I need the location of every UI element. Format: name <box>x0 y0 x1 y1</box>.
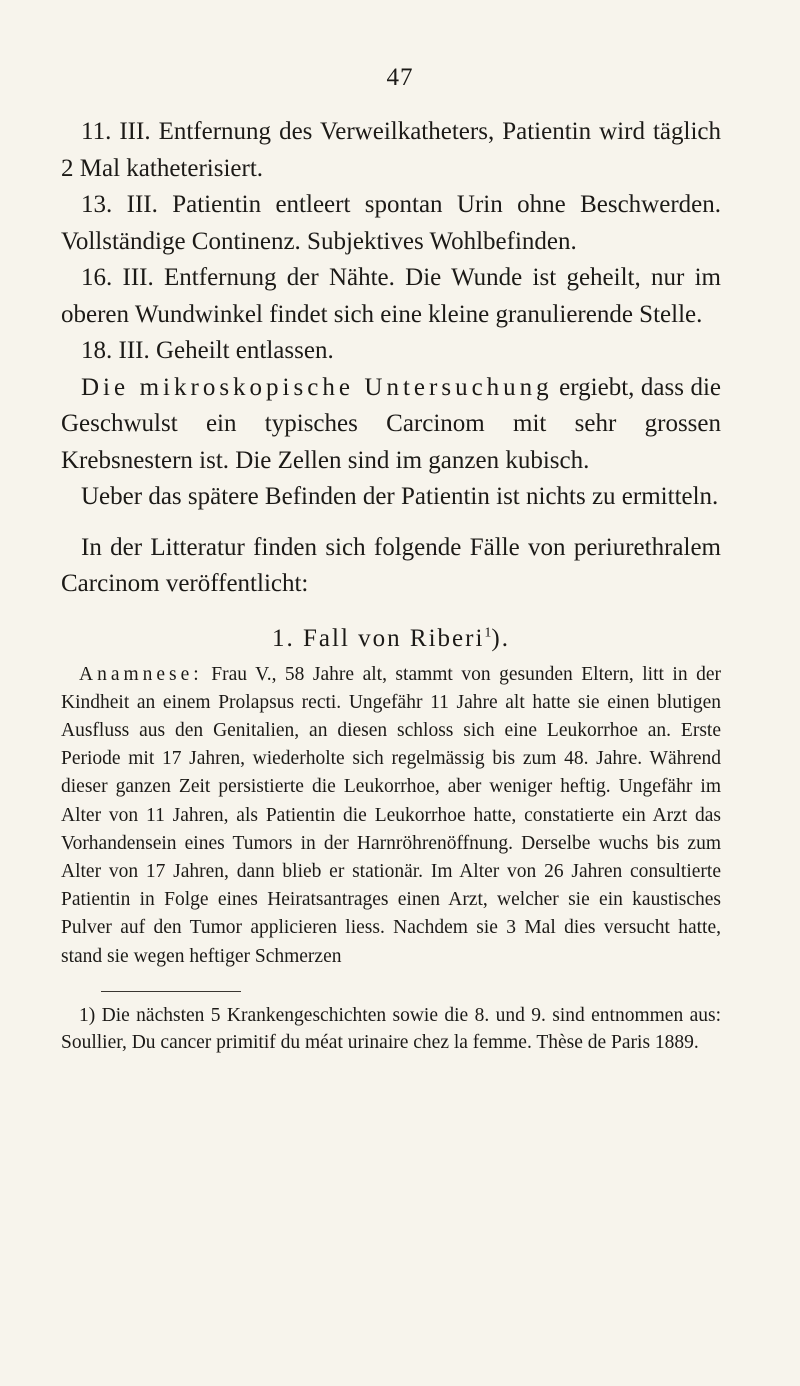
microscopy-term: Die mikroskopische Untersuchung <box>81 373 553 401</box>
case-heading-label: 1. Fall von Riberi <box>272 624 485 652</box>
case-heading-suffix: ). <box>491 624 510 652</box>
anamnesis-paragraph <box>61 661 721 971</box>
case-heading <box>61 625 721 653</box>
page-number: 47 <box>386 64 414 91</box>
anamnesis-text: Frau V., 58 Jahre alt, stammt von gesunden Eltern, litt in der Kindheit an einem Prolapsus recti. Ungefähr 11 Jahre alt hatte sie einen blutigen Ausfluss aus den Genitalien, an diesen schloss sich eine Leukorrhoe an. Erste Periode mit 17 Jahren, wiederholte sich regelmässig bis zum 48. Jahre. Während dieser ganzen Zeit persistierte die Leukorrhoe, aber weniger heftig. Ungefähr im Alter von 11 Jahren, als Patientin die Leukorrhoe hatte, constatierte ein Arzt das Vorhandensein eines Tumors in der Harnröhrenöffnung. Derselbe wuchs bis zum Alter von 17 Jahren, dann blieb er stationär. Im Alter von 26 Jahren consultierte Patientin in Folge eines Heiratsantrages einen Arzt, welcher sie ein kaustisches Pulver auf den Tumor applicieren liess. Nachdem sie 3 Mal dies versucht hatte, stand sie wegen heftiger Schmerzen <box>61 663 721 967</box>
literature-intro: In der Litteratur finden sich folgende Fälle von periurethralem Carcinom veröffentlicht: <box>61 533 721 597</box>
footnote: 1) Die nächsten 5 Krankengeschichten sowie die 8. und 9. sind entnommen aus: Soullier, Du cancer primitif du méat urinaire chez la femme. Thèse de Paris 1889. <box>61 1004 721 1054</box>
entry-paragraph: 13. III. Patientin entleert spontan Urin ohne Beschwerden. Vollständige Continenz. Subjektives Wohlbefinden. <box>61 191 721 255</box>
entry-paragraph: 18. III. Geheilt entlassen. <box>81 337 334 364</box>
entry-paragraph: 16. III. Entfernung der Nähte. Die Wunde ist geheilt, nur im oberen Wundwinkel findet sich eine kleine granulierende Stelle. <box>61 264 721 328</box>
footnote-mark: 1 <box>484 625 492 641</box>
followup-paragraph: Ueber das spätere Befinden der Patientin ist nichts zu ermitteln. <box>81 483 719 510</box>
main-text <box>61 114 721 1057</box>
footnote-divider <box>101 991 241 992</box>
anamnesis-term: Anamnese: <box>79 663 203 685</box>
microscopy-text: ergiebt, dass die Geschwulst ein typisches Carcinom mit sehr grossen Krebsnestern ist. Die Zellen sind im ganzen kubisch. <box>61 373 721 474</box>
microscopy-paragraph <box>61 370 721 480</box>
entry-paragraph: 11. III. Entfernung des Verweilkatheters, Patientin wird täglich 2 Mal katheterisiert. <box>61 118 721 182</box>
